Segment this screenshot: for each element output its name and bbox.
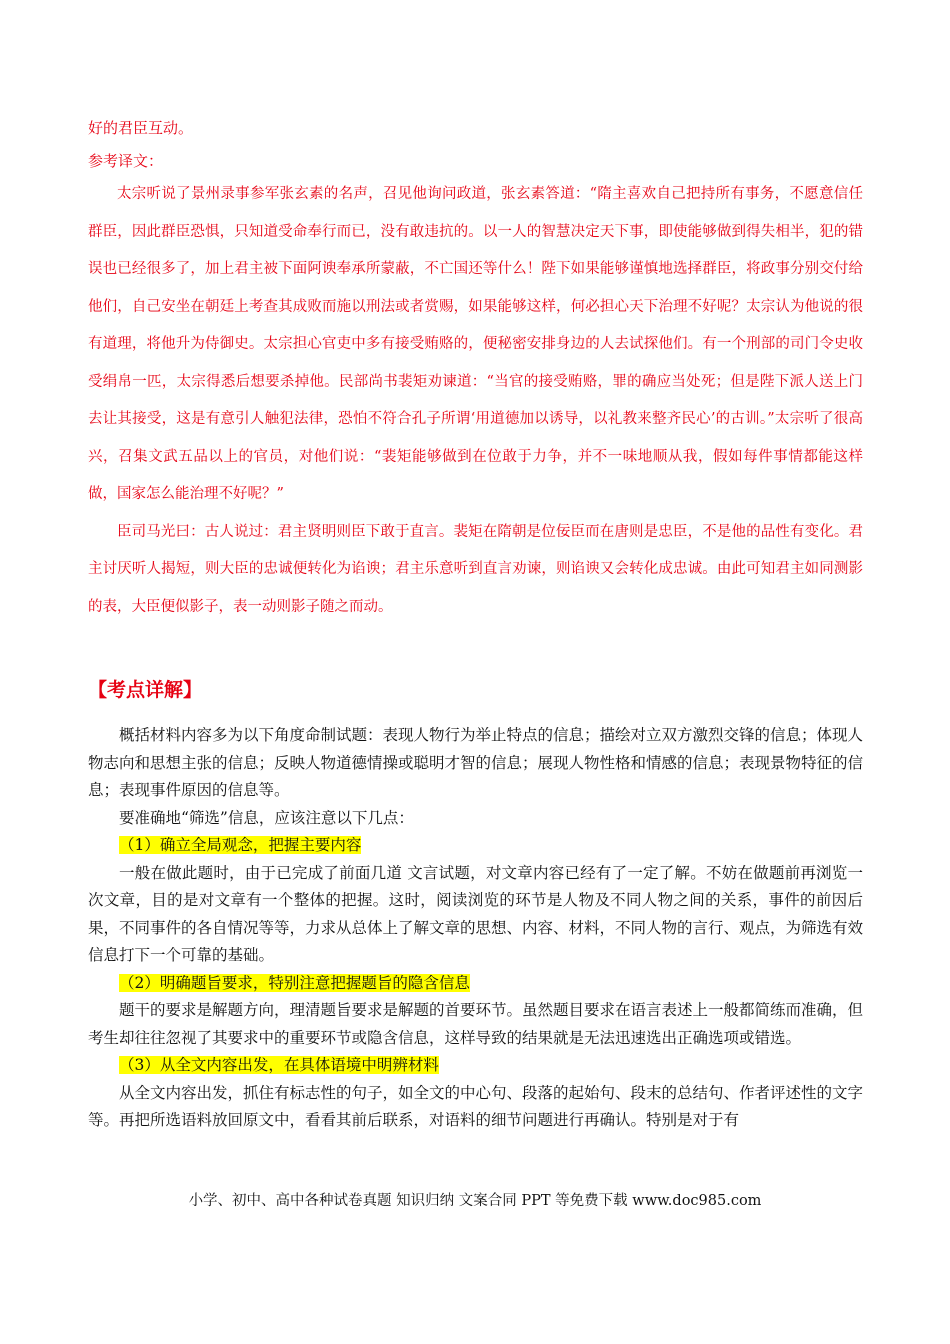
intro-tail: 好的君臣互动。	[88, 119, 194, 137]
explanation-body	[88, 722, 863, 1135]
subheading	[88, 970, 863, 998]
body-paragraph: 题干的要求是解题方向，理清题旨要求是解题的首要环节。虽然题目要求在语言表述上一般都简练而准确，但考生却往往忽视了其要求中的重要环节或隐含信息，这样导致的结果就是无法迅速选出正确选项或错选。	[88, 1001, 864, 1047]
body-paragraph: 要准确地“筛选”信息，应该注意以下几点：	[119, 808, 414, 827]
translation-text	[88, 176, 863, 626]
translation-paragraph: 太宗听说了景州录事参军张玄素的名声，召见他询问政道，张玄素答道：“隋主喜欢自己把持所有事务，不愿意信任群臣，因此群臣恐惧，只知道受命奉行而已，没有敢违抗的。以一人的智慧决定天下事，即使能够做到得失相半，犯的错误也已经很多了，加上君主被下面阿谀奉承所蒙蔽，不亡国还等什么！陛下如果能够谨慎地选择群臣，将政事分别交付给他们，自己安坐在朝廷上考查其成败而施以刑法或者赏赐，如果能够这样，何必担心天下治理不好呢？太宗认为他说的很有道理，将他升为侍御史。太宗担心官吏中多有接受贿赂的，便秘密安排身边的人去试探他们。有一个刑部的司门令史收受绢帛一匹，太宗得悉后想要杀掉他。民部尚书裴矩劝谏道：“当官的接受贿赂，罪的确应当处死；但是陛下派人送上门去让其接受，这是有意引人触犯法律，恐怕不符合孔子所谓‘用道德加以诱导，以礼教来整齐民心’的古训。”太宗听了很高兴，召集文武五品以上的官员，对他们说：“裴矩能够做到在位敢于力争，并不一味地顺从我，假如每件事情都能这样做，国家怎么能治理不好呢？”	[88, 186, 863, 502]
subheading	[88, 1052, 863, 1080]
translation-label: 参考译文：	[88, 152, 164, 170]
body-paragraph: 概括材料内容多为以下角度命制试题：表现人物行为举止特点的信息；描绘对立双方激烈交锋的信息；体现人物志向和思想主张的信息；反映人物道德情操或聪明才智的信息；展现人物性格和情感的信息；表现景物特征的信息；表现事件原因的信息等。	[88, 726, 864, 799]
subheading	[88, 832, 863, 860]
highlighted-subheading: （3）从全文内容出发，在具体语境中明辨材料	[119, 1056, 439, 1074]
highlighted-subheading: （1）确立全局观念，把握主要内容	[119, 836, 362, 854]
translation-paragraph: 臣司马光曰：古人说过：君主贤明则臣下敢于直言。裴矩在隋朝是位佞臣而在唐则是忠臣，不是他的品性有变化。君主讨厌听人揭短，则大臣的忠诚便转化为谄谀；君主乐意听到直言劝谏，则谄谀又会转化成忠诚。由此可知君主如同测影的表，大臣便似影子，表一动则影子随之而动。	[88, 523, 863, 615]
section-heading: 【考点详解】	[88, 679, 203, 701]
highlighted-subheading: （2）明确题旨要求，特别注意把握题旨的隐含信息	[119, 973, 470, 992]
body-paragraph: 一般在做此题时，由于已完成了前面几道 文言试题，对文章内容已经有了一定了解。不妨在做题前再浏览一次文章，目的是对文章有一个整体的把握。这时，阅读浏览的环节是人物及不同人物之间的关系，事件的前因后果，不同事件的各自情况等等，力求从总体上了解文章的思想、内容、材料，不同人物的言行、观点，为筛选有效信息打下一个可靠的基础。	[88, 863, 864, 964]
translation-header	[88, 116, 863, 173]
body-paragraph: 从全文内容出发，抓住有标志性的句子，如全文的中心句、段落的起始句、段末的总结句、作者评述性的文字等。再把所选语料放回原文中，看看其前后联系，对语料的细节问题进行再确认。特别是对于有	[88, 1083, 864, 1129]
page-footer: 小学、初中、高中各种试卷真题 知识归纳 文案合同 PPT 等免费下载 www.doc985.com	[188, 1193, 762, 1209]
